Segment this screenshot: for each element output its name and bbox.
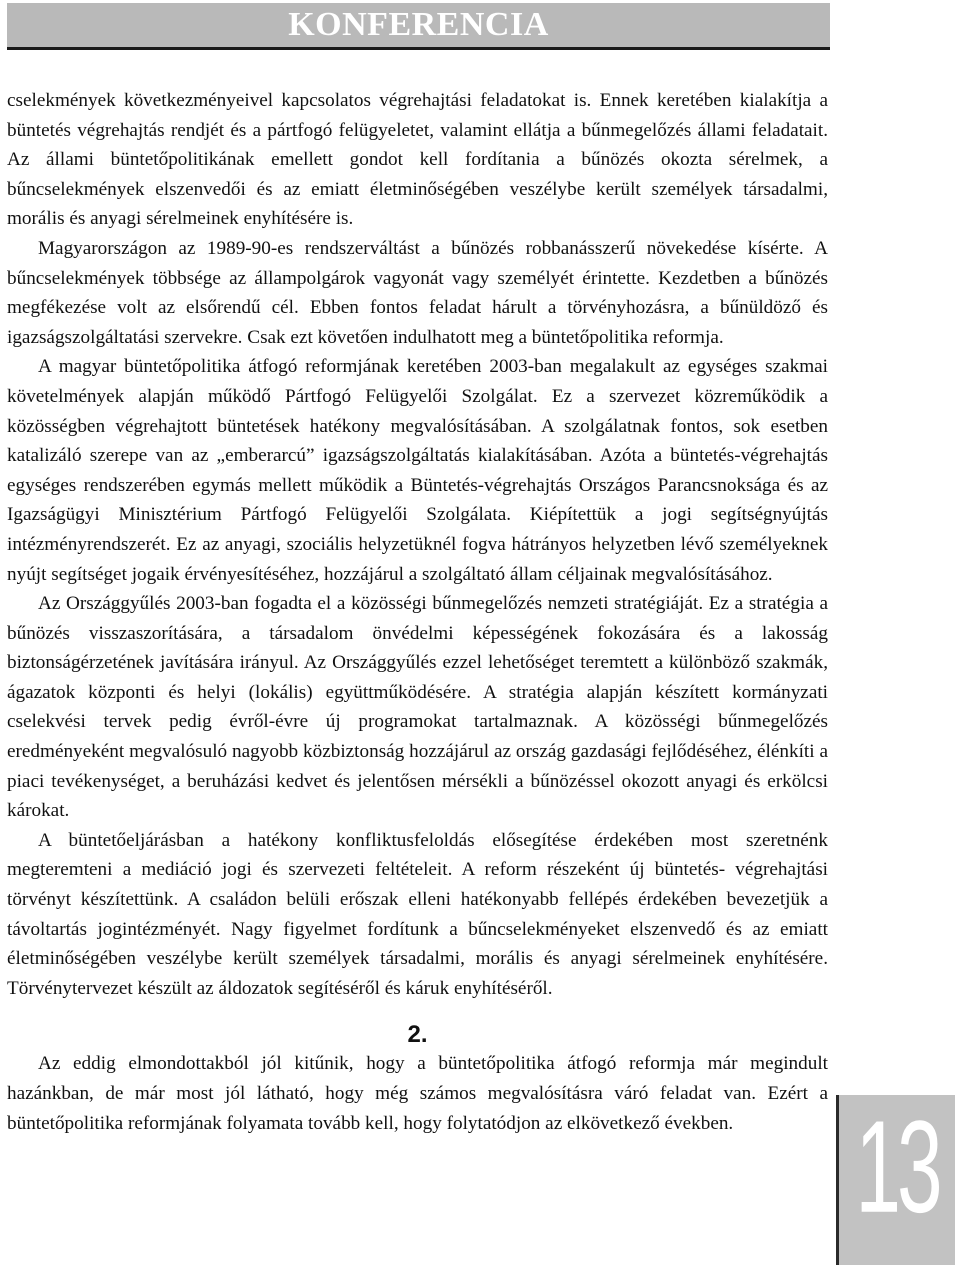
page-number-tab bbox=[836, 1095, 955, 1265]
header-rule bbox=[7, 47, 830, 50]
paragraph: Az Országgyűlés 2003-ban fogadta el a közösségi bűnmegelőzés nemzeti stratégiáját. Ez a stratégia a bűnözés visszaszorítására, a társadalom önvédelmi képességének fokozására és a lakosság biztonságérzetének javítására irányul. Az Országgyűlés ezzel lehetőséget teremtett a különböző szakmák, ágazatok központi és helyi (lokális) együttműködésére. A stratégia alapján készített kormányzati cselekvési tervek pedig évről-évre új programokat tartalmaznak. A közösségi bűnmegelőzés eredményeként megvalósuló nagyobb közbiztonság hozzájárul az ország gazdasági fejlődéséhez, élénkíti a piaci tevékenységet, a beruházási kedvet és jelentősen mérsékli a bűnözéssel okozott anyagi és erkölcsi károkat. bbox=[7, 593, 828, 822]
paragraph: A magyar büntetőpolitika átfogó reformjának keretében 2003-ban megalakult az egységes szakmai követelmények alapján működő Pártfogó Felügyelői Szolgálat. Ez a szervezet közreműködik a közösségben végrehajtott büntetések hatékony megvalósításában. A szolgálatnak fontos, sok esetben katalizáló szerepe van az „emberarcú” igazságszolgáltatás kialakításában. Azóta a büntetés-végrehajtás egységes rendszerében egymás mellett működik a Büntetés-végrehajtás Országos Parancsnoksága és az Igazságügyi Minisztérium Pártfogó Felügyelői Szolgálata. Kiépítettük a jogi segítségnyújtás intézményrendszerét. Ez az anyagi, szociális helyzetüknél fogva hátrányos helyzetben lévő személyeknek nyújt segítséget jogaik érvényesítéséhez, hozzájárul a szolgáltató állam céljainak megvalósításához. bbox=[7, 356, 828, 585]
header-bar bbox=[7, 3, 830, 47]
section-heading: 2. bbox=[407, 1021, 428, 1049]
body-text bbox=[7, 86, 828, 1138]
paragraph: Az eddig elmondottakból jól kitűnik, hogy a büntetőpolitika átfogó reformja már megindult hazánkban, de már most jól látható, hogy még számos megvalósításra váró feladat van. Ezért a büntetőpolitika reformjának folyamata tovább kell, hogy folytatódjon az elkövetkező években. bbox=[7, 1053, 828, 1134]
page-number: 13 bbox=[855, 1095, 939, 1241]
paragraph: Magyarországon az 1989-90-es rendszerváltást a bűnözés robbanásszerű növekedése kísérte. A bűncselekmények többsége az állampolgárok vagyonát vagy személyét érintette. Kezdetben a bűnözés megfékezése volt az elsőrendű cél. Ebben fontos feladat hárult a törvényhozásra, a bűnüldöző és igazságszolgáltatási szervekre. Csak ezt követően indulhatott meg a büntetőpolitika reformja. bbox=[7, 237, 828, 348]
paragraph: cselekmények következményeivel kapcsolatos végrehajtási feladatokat is. Ennek keretében kialakítja a büntetés végrehajtás rendjét és a pártfogó felügyeletet, valamint ellátja a bűnmegelőzés állami feladatait. Az állami büntetőpolitikának emellett gondot kell fordítania a bűnözés okozta sérelmek, a bűncselekmények elszenvedői és az emiatt életminőségében veszélybe került személyek társadalmi, morális és anyagi sérelmeinek enyhítésére is. bbox=[7, 90, 828, 230]
header-title: KONFERENCIA bbox=[288, 6, 549, 43]
paragraph: A büntetőeljárásban a hatékony konfliktusfeloldás elősegítése érdekében most szeretnénk megteremteni a mediáció jogi és szervezeti feltételeit. A reform részeként új büntetés- végrehajtási törvényt készítettünk. A családon belüli erőszak elleni hatékonyabb fellépés érdekében bevezetjük a távoltartás jogintézményét. Nagy figyelmet fordítunk a bűncselekményeket elszenvedő és az emiatt életminőségében veszélybe került személyek társadalmi, morális és anyagi sérelmeinek enyhítésére. Törvénytervezet készült az áldozatok segítéséről és káruk enyhítéséről. bbox=[7, 829, 828, 999]
